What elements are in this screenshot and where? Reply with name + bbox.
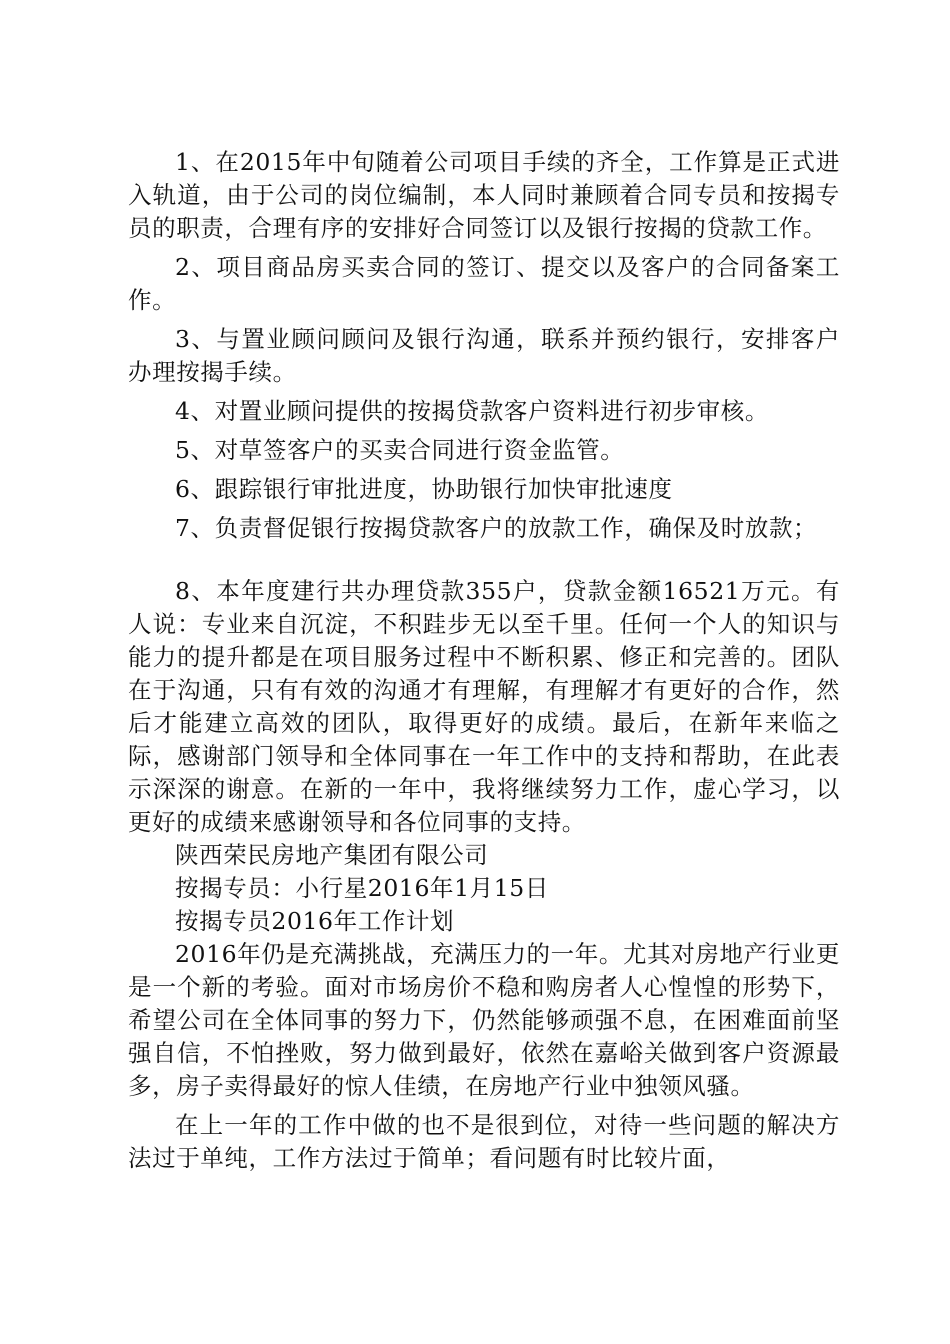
paragraph-7: 7、负责督促银行按揭贷款客户的放款工作，确保及时放款； xyxy=(175,514,818,542)
paragraph-2: 2、项目商品房买卖合同的签订、提交以及客户的合同备案工作。 xyxy=(128,253,840,314)
plan-title: 按揭专员2016年工作计划 xyxy=(175,907,455,935)
plan-paragraph-2: 在上一年的工作中做的也不是很到位，对待一些问题的解决方法过于单纯，工作方法过于简单；看问题有时比较片面， xyxy=(128,1111,840,1172)
paragraph-8: 8、本年度建行共办理贷款355户，贷款金额16521万元。有人说：专业来自沉淀，不积跬步无以至千里。任何一个人的知识与能力的提升都是在项目服务过程中不断积累、修正和完善的。团队在于沟通，只有有效的沟通才有理解，有理解才有更好的合作，然后才能建立高效的团队，取得更好的成绩。最后，在新年来临之际，感谢部门领导和全体同事在一年工作中的支持和帮助，在此表示深深的谢意。在新的一年中，我将继续努力工作，虚心学习，以更好的成绩来感谢领导和各位同事的支持。 xyxy=(128,577,840,836)
paragraph-6: 6、跟踪银行审批进度，协助银行加快审批速度 xyxy=(175,475,673,503)
paragraph-4: 4、对置业顾问提供的按揭贷款客户资料进行初步审核。 xyxy=(175,397,769,425)
paragraph-1: 1、在2015年中旬随着公司项目手续的齐全，工作算是正式进入轨道，由于公司的岗位编制，本人同时兼顾着合同专员和按揭专员的职责，合理有序的安排好合同签订以及银行按揭的贷款工作。 xyxy=(128,148,840,242)
company-name: 陕西荣民房地产集团有限公司 xyxy=(175,841,489,869)
plan-paragraph-1: 2016年仍是充满挑战，充满压力的一年。尤其对房地产行业更是一个新的考验。面对市场房价不稳和购房者人心惶惶的形势下，希望公司在全体同事的努力下，仍然能够顽强不息，在困难面前坚强自信，不怕挫败，努力做到最好，依然在嘉峪关做到客户资源最多，房子卖得最好的惊人佳绩，在房地产行业中独领风骚。 xyxy=(128,940,840,1100)
spacer xyxy=(128,545,840,575)
signature-line: 按揭专员：小行星2016年1月15日 xyxy=(175,874,549,902)
document-page xyxy=(128,146,840,1175)
paragraph-5: 5、对草签客户的买卖合同进行资金监管。 xyxy=(175,436,625,464)
paragraph-3: 3、与置业顾问顾问及银行沟通，联系并预约银行，安排客户办理按揭手续。 xyxy=(128,325,840,386)
